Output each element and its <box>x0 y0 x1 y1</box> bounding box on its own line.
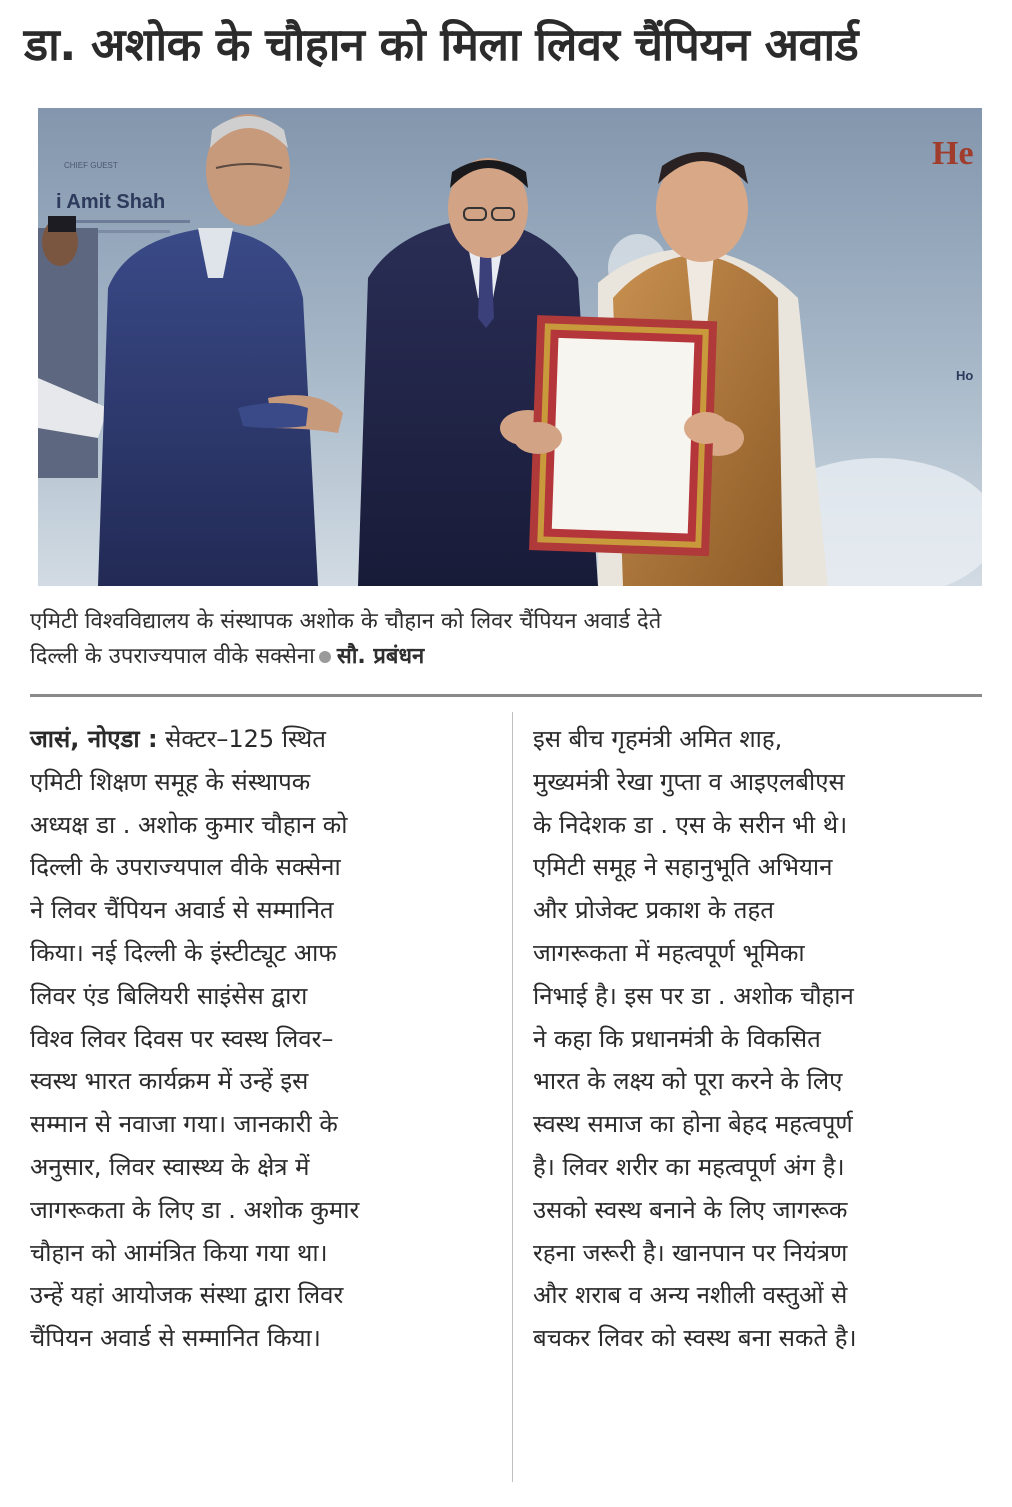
article-line: ने लिवर चैंपियन अवार्ड से सम्मानित <box>30 896 334 925</box>
caption-line-2 <box>30 639 980 674</box>
article-line: निभाई है। इस पर डा . अशोक चौहान <box>533 981 854 1010</box>
article-line: जागरूकता में महत्वपूर्ण भूमिका <box>533 938 805 967</box>
photo-credit: सौ. प्रबंधन <box>336 644 425 669</box>
article-line <box>30 718 500 761</box>
banner-small-text: CHIEF GUEST <box>64 161 118 170</box>
article-line: दिल्ली के उपराज्यपाल वीके सक्सेना <box>30 853 341 882</box>
article-line: उन्हें यहां आयोजक संस्था द्वारा लिवर <box>30 1281 344 1310</box>
article-line: किया। नई दिल्ली के इंस्टीट्यूट आफ <box>30 938 337 967</box>
photo-caption <box>30 604 980 674</box>
article-line: और प्रोजेक्ट प्रकाश के तहत <box>533 896 774 925</box>
banner-right-text: He <box>932 135 974 172</box>
news-photo <box>38 108 982 586</box>
article-line: अनुसार, लिवर स्वास्थ्य के क्षेत्र में <box>30 1152 310 1181</box>
caption-divider <box>30 694 982 697</box>
banner-right-small-text: Ho <box>956 368 974 383</box>
bullet-dot-icon <box>319 651 331 663</box>
article-line: रहना जरूरी है। खानपान पर नियंत्रण <box>533 1238 848 1267</box>
banner-name-text: i Amit Shah <box>56 191 166 213</box>
article-first-line-text: सेक्टर–125 स्थित <box>157 725 326 753</box>
article-line: विश्व लिवर दिवस पर स्वस्थ लिवर– <box>30 1024 334 1053</box>
dateline: जासं, नोएडा : <box>30 725 158 753</box>
article-line: भारत के लक्ष्य को पूरा करने के लिए <box>533 1067 843 1096</box>
column-divider <box>512 712 513 1482</box>
article-line: स्वस्थ भारत कार्यक्रम में उन्हें इस <box>30 1067 309 1096</box>
headline: डा. अशोक के चौहान को मिला लिवर चैंपियन अवार्ड <box>24 18 859 71</box>
article-column-right <box>533 718 993 1360</box>
article-line: एमिटी शिक्षण समूह के संस्थापक <box>30 767 311 796</box>
award-ceremony-image <box>38 108 982 586</box>
article-line: एमिटी समूह ने सहानुभूति अभियान <box>533 853 833 882</box>
article-line: मुख्यमंत्री रेखा गुप्ता व आइएलबीएस <box>533 767 845 796</box>
article-line: जागरूकता के लिए डा . अशोक कुमार <box>30 1195 360 1224</box>
article-line: के निदेशक डा . एस के सरीन भी थे। <box>533 810 848 839</box>
article-line: बचकर लिवर को स्वस्थ बना सकते है। <box>533 1324 857 1353</box>
article-line: चौहान को आमंत्रित किया गया था। <box>30 1238 328 1267</box>
caption-line-2-text: दिल्ली के उपराज्यपाल वीके सक्सेना <box>30 644 315 669</box>
article-line: और शराब व अन्य नशीली वस्तुओं से <box>533 1281 848 1310</box>
article-line: चैंपियन अवार्ड से सम्मानित किया। <box>30 1324 321 1353</box>
article-line: अध्यक्ष डा . अशोक कुमार चौहान को <box>30 810 348 839</box>
article-line: उसको स्वस्थ बनाने के लिए जागरूक <box>533 1195 848 1224</box>
article-column-left <box>30 718 500 1360</box>
article-line: लिवर एंड बिलियरी साइंसेस द्वारा <box>30 981 308 1010</box>
article-line: है। लिवर शरीर का महत्वपूर्ण अंग है। <box>533 1152 845 1181</box>
caption-line-1: एमिटी विश्वविद्यालय के संस्थापक अशोक के चौहान को लिवर चैंपियन अवार्ड देते <box>30 609 662 634</box>
article-line: स्वस्थ समाज का होना बेहद महत्वपूर्ण <box>533 1110 853 1139</box>
article-line: इस बीच गृहमंत्री अमित शाह, <box>533 725 783 753</box>
article-line: सम्मान से नवाजा गया। जानकारी के <box>30 1110 338 1139</box>
article-line: ने कहा कि प्रधानमंत्री के विकसित <box>533 1024 821 1053</box>
